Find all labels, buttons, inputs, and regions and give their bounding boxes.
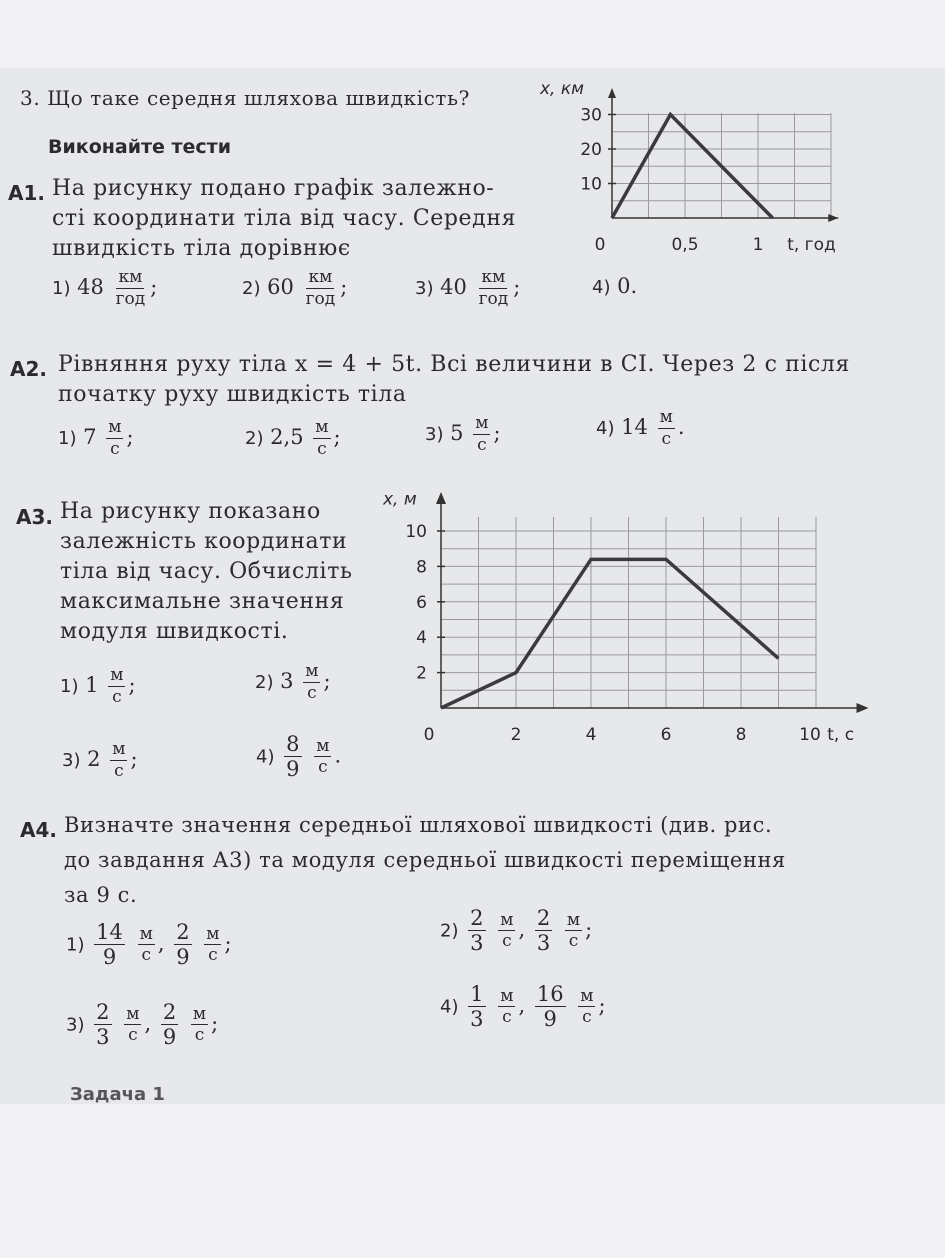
a1-line-3: швидкість тіла дорівнює — [52, 236, 351, 261]
a3-line-5: модуля швидкості. — [60, 619, 289, 644]
a4-option-2[interactable]: 2) $\frac{2}{3}$ $\frac{м}{с}$ , $\frac{2}{3}$ $\frac{м}{с}$ ; — [440, 906, 593, 956]
question-3-header: 3. Що таке середня шляхова швидкість? — [20, 86, 470, 110]
a3-line-2: залежність координати — [60, 529, 348, 554]
x-tick-label: 0 — [423, 725, 435, 745]
section-title: Виконайте тести — [48, 136, 232, 158]
a2-option-3[interactable]: 3) 5 $\frac{м}{с}$ ; — [425, 413, 501, 455]
a4-number: А4. — [20, 818, 57, 842]
y-axis-label: x, м — [383, 489, 417, 510]
a4-option-4[interactable]: 4) $\frac{1}{3}$ $\frac{м}{с}$ , $\frac{16}{9}$ $\frac{м}{с}$ ; — [440, 982, 606, 1032]
y-tick-label: 8 — [416, 557, 427, 578]
x-axis-arrow — [857, 703, 869, 713]
graph-2-line — [441, 559, 779, 708]
a2-line-2: початку руху швидкість тіла — [58, 382, 407, 407]
a4-line-1: Визначте значення середньої шляхової швидкості (див. рис. — [64, 813, 773, 837]
a2-option-4[interactable]: 4) 14 $\frac{м}{с}$ . — [596, 407, 685, 449]
a1-line-1: На рисунку подано графік залежно- — [52, 176, 495, 201]
y-tick-label: 20 — [580, 140, 602, 160]
a3-number: А3. — [16, 505, 53, 529]
x-tick-label: 0 — [594, 235, 606, 255]
a3-option-2[interactable]: 2) 3 $\frac{м}{с}$ ; — [255, 661, 331, 703]
x-axis-label: t, с — [827, 725, 855, 745]
a2-line-1: Рівняння руху тіла x = 4 + 5t. Всі величини в СІ. Через 2 с після — [58, 352, 850, 377]
a1-option-1[interactable]: 1) 48 $\frac{км}{\text{год}}$ ; — [52, 267, 158, 309]
x-tick-label: 2 — [510, 725, 522, 745]
a4-line-3: за 9 с. — [64, 883, 138, 907]
a1-line-2: сті координати тіла від часу. Середня — [52, 206, 517, 231]
y-tick-label: 30 — [580, 105, 602, 126]
x-tick-label: 8 — [735, 725, 747, 745]
a1-option-2[interactable]: 2) 60 $\frac{км}{\text{год}}$ ; — [242, 267, 348, 309]
y-axis-arrow — [436, 492, 446, 504]
a3-option-4[interactable]: 4) $\frac{8}{9}$ $\frac{м}{с}$ . — [256, 732, 342, 782]
a4-option-1[interactable]: 1) $\frac{14}{9}$ $\frac{м}{с}$ , $\frac{2}{9}$ $\frac{м}{с}$ ; — [66, 920, 232, 970]
y-tick-label: 6 — [416, 592, 427, 613]
y-tick-label: 2 — [416, 663, 427, 684]
x-tick-label: 6 — [660, 725, 672, 745]
x-tick-label: 10 — [799, 725, 821, 745]
a1-option-4[interactable]: 4) 0. — [592, 274, 638, 298]
footer-cut-heading: Задача 1 — [70, 1084, 165, 1105]
graph-2 — [375, 484, 875, 746]
y-tick-label: 4 — [416, 628, 427, 649]
y-tick-label: 10 — [405, 522, 427, 542]
textbook-page — [0, 68, 945, 1104]
a1-number: А1. — [8, 181, 45, 205]
y-axis-label: x, км — [540, 79, 584, 99]
y-tick-label: 10 — [580, 174, 602, 195]
a2-option-1[interactable]: 1) 7 $\frac{м}{с}$ ; — [58, 417, 134, 459]
x-tick-label: 1 — [752, 235, 764, 255]
a4-option-3[interactable]: 3) $\frac{2}{3}$ $\frac{м}{с}$ , $\frac{2}{9}$ $\frac{м}{с}$ ; — [66, 1000, 219, 1050]
a3-line-1: На рисунку показано — [60, 499, 321, 524]
x-axis-arrow — [828, 214, 838, 222]
x-tick-label: 4 — [585, 725, 597, 745]
a2-option-2[interactable]: 2) 2,5 $\frac{м}{с}$ ; — [245, 417, 341, 459]
a3-line-4: максимальне значення — [60, 589, 345, 614]
graph-1 — [538, 76, 848, 256]
a3-option-3[interactable]: 3) 2 $\frac{м}{с}$ ; — [62, 739, 138, 781]
a1-option-3[interactable]: 3) 40 $\frac{км}{\text{год}}$ ; — [415, 267, 521, 309]
x-tick-label: 0,5 — [671, 235, 699, 255]
a3-option-1[interactable]: 1) 1 $\frac{м}{с}$ ; — [60, 665, 136, 707]
y-axis-arrow — [608, 88, 616, 98]
a3-line-3: тіла від часу. Обчисліть — [60, 559, 353, 584]
a4-line-2: до завдання А3) та модуля середньої швидкості переміщення — [64, 848, 786, 872]
a2-number: А2. — [10, 357, 47, 381]
x-axis-label: t, год — [787, 235, 836, 255]
